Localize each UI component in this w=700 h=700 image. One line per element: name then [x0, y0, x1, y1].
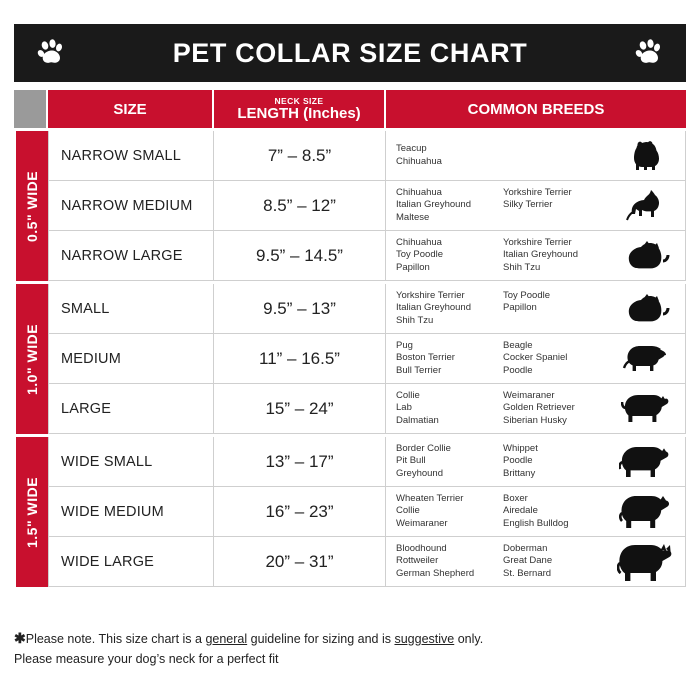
cell-size-name: WIDE LARGE	[48, 537, 214, 587]
group-width-label: 0.5" WIDE	[14, 131, 48, 281]
labrador-silhouette	[617, 437, 679, 487]
header-length	[214, 90, 386, 128]
table-group	[14, 128, 686, 281]
breed-column-left: Pug Boston Terrier Bull Terrier	[396, 340, 455, 376]
table-row	[48, 131, 686, 181]
breed-column-left: Wheaten Terrier Collie Weimaraner	[396, 493, 464, 529]
table-row	[48, 334, 686, 384]
table-row	[48, 284, 686, 334]
size-chart-table	[14, 90, 686, 587]
pomeranian-silhouette	[617, 284, 679, 334]
page-title: PET COLLAR SIZE CHART	[172, 37, 528, 68]
note-emphasis-suggestive: suggestive	[394, 632, 455, 646]
table-group	[14, 281, 686, 434]
cell-neck-length: 8.5” – 12”	[214, 181, 386, 231]
table-row	[48, 231, 686, 281]
group-rows	[48, 131, 686, 281]
table-group	[14, 434, 686, 587]
breed-column-right: Yorkshire Terrier Silky Terrier	[503, 187, 572, 211]
header-size: SIZE	[48, 90, 214, 128]
cell-common-breeds	[386, 334, 686, 384]
footer-note	[14, 628, 686, 669]
group-width-label: 1.5" WIDE	[14, 437, 48, 587]
breed-column-left: Chihuahua Italian Greyhound Maltese	[396, 187, 471, 223]
cell-common-breeds	[386, 487, 686, 537]
cell-neck-length: 15” – 24”	[214, 384, 386, 434]
breed-column-right: Doberman Great Dane St. Bernard	[503, 543, 553, 579]
note-line1-a: Please note. This size chart is a	[25, 632, 206, 646]
cell-size-name: WIDE SMALL	[48, 437, 214, 487]
breed-column-right: Yorkshire Terrier Italian Greyhound Shih Tzu	[503, 237, 578, 273]
cell-size-name: NARROW MEDIUM	[48, 181, 214, 231]
cell-common-breeds	[386, 284, 686, 334]
breed-column-right: Weimaraner Golden Retriever Siberian Husky	[503, 390, 575, 426]
table-groups	[14, 128, 686, 587]
chihuahua-silhouette	[617, 181, 679, 231]
breed-column-right	[503, 143, 610, 167]
cell-size-name: NARROW LARGE	[48, 231, 214, 281]
cell-neck-length: 20” – 31”	[214, 537, 386, 587]
breed-column-right: Whippet Poodle Brittany	[503, 443, 538, 479]
yorkie-silhouette	[617, 131, 679, 181]
group-width-label: 1.0" WIDE	[14, 284, 48, 434]
note-star: ✱	[14, 630, 26, 646]
breed-column-left: Teacup Chihuahua	[396, 143, 442, 167]
header-breeds: COMMON BREEDS	[386, 90, 686, 128]
breed-column-left: Chihuahua Toy Poodle Papillon	[396, 237, 444, 273]
table-header-row	[14, 90, 686, 128]
note-line1-c: only.	[454, 632, 484, 646]
husky-silhouette	[617, 384, 679, 434]
paw-icon	[634, 38, 664, 68]
cell-size-name: MEDIUM	[48, 334, 214, 384]
breed-column-left: Yorkshire Terrier Italian Greyhound Shih Tzu	[396, 290, 471, 326]
breed-column-left: Bloodhound Rottweiler German Shepherd	[396, 543, 475, 579]
table-row	[48, 384, 686, 434]
cell-neck-length: 7” – 8.5”	[214, 131, 386, 181]
header-corner	[14, 90, 48, 128]
cell-neck-length: 13” – 17”	[214, 437, 386, 487]
boxer-silhouette	[617, 487, 679, 537]
group-rows	[48, 437, 686, 587]
cell-common-breeds	[386, 537, 686, 587]
breed-column-right: Boxer Airedale English Bulldog	[503, 493, 569, 529]
cell-size-name: LARGE	[48, 384, 214, 434]
chart-header	[14, 24, 686, 82]
cell-neck-length: 11” – 16.5”	[214, 334, 386, 384]
doberman-silhouette	[617, 537, 679, 587]
table-row	[48, 537, 686, 587]
cell-size-name: SMALL	[48, 284, 214, 334]
breed-column-right: Toy Poodle Papillon	[503, 290, 551, 314]
cell-neck-length: 16” – 23”	[214, 487, 386, 537]
note-line1-b: guideline for sizing and is	[247, 632, 395, 646]
note-emphasis-general: general	[205, 632, 248, 646]
cell-size-name: WIDE MEDIUM	[48, 487, 214, 537]
table-row	[48, 487, 686, 537]
beagle-silhouette	[617, 334, 679, 384]
header-length-main: LENGTH (Inches)	[237, 104, 361, 122]
cell-size-name: NARROW SMALL	[48, 131, 214, 181]
cell-common-breeds	[386, 437, 686, 487]
cell-common-breeds	[386, 181, 686, 231]
breed-column-right: Beagle Cocker Spaniel Poodle	[503, 340, 568, 376]
paw-icon	[36, 38, 66, 68]
header-length-caption: NECK SIZE	[274, 95, 324, 106]
cell-common-breeds	[386, 131, 686, 181]
breed-column-left: Border Collie Pit Bull Greyhound	[396, 443, 451, 479]
cell-common-breeds	[386, 231, 686, 281]
cell-common-breeds	[386, 384, 686, 434]
group-rows	[48, 284, 686, 434]
note-line2: Please measure your dog’s neck for a perfect fit	[14, 651, 279, 666]
breed-column-left: Collie Lab Dalmatian	[396, 390, 439, 426]
cell-neck-length: 9.5” – 13”	[214, 284, 386, 334]
pomeranian-silhouette	[617, 231, 679, 281]
table-row	[48, 181, 686, 231]
cell-neck-length: 9.5” – 14.5”	[214, 231, 386, 281]
table-row	[48, 437, 686, 487]
